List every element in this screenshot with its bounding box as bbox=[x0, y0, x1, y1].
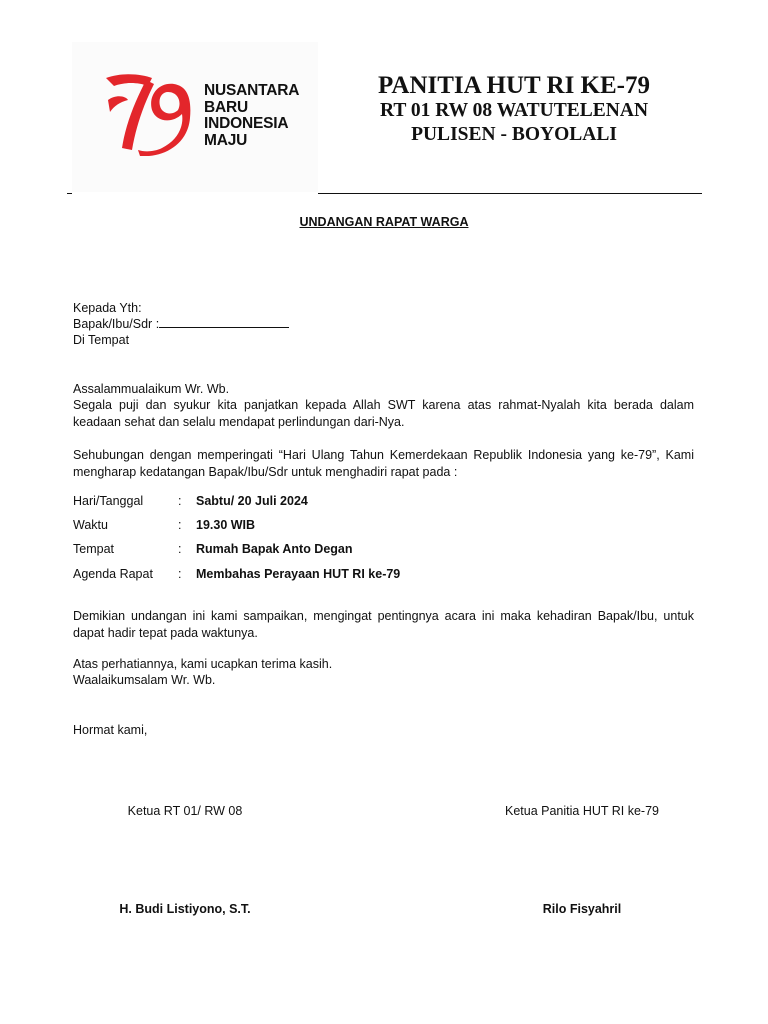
closing-salam: Waalaikumsalam Wr. Wb. bbox=[73, 673, 216, 687]
detail-value: 19.30 WIB bbox=[196, 518, 256, 532]
letterhead-title: PANITIA HUT RI KE-79 bbox=[377, 72, 651, 99]
logo-line: MAJU bbox=[204, 131, 248, 149]
letterhead-line-3: PULISEN - BOYOLALI bbox=[411, 124, 617, 145]
detail-colon: : bbox=[178, 567, 182, 581]
detail-colon: : bbox=[178, 494, 182, 508]
recipient-line-1: Kepada Yth: bbox=[73, 301, 142, 315]
detail-colon: : bbox=[178, 542, 182, 556]
logo-line: BARU bbox=[204, 98, 248, 116]
detail-label: Waktu bbox=[73, 518, 108, 532]
detail-label: Hari/Tanggal bbox=[73, 494, 144, 508]
event-logo bbox=[72, 42, 318, 192]
recipient-name-blank bbox=[159, 317, 289, 328]
letterhead-line-2: RT 01 RW 08 WATUTELENAN bbox=[379, 100, 649, 121]
detail-value: Rumah Bapak Anto Degan bbox=[196, 542, 353, 556]
body-paragraph-3: Demikian undangan ini kami sampaikan, mengingat pentingnya acara ini maka kehadiran Bapak/Ibu, untuk dapat hadir tepat pada waktunya. bbox=[73, 609, 694, 640]
regards-line: Hormat kami, bbox=[73, 723, 148, 737]
body-paragraph-2: Sehubungan dengan memperingati “Hari Ulang Tahun Kemerdekaan Republik Indonesia yang ke-79”, Kami mengharap kedatangan Bapak/Ibu/Sdr untuk menghadiri rapat pada : bbox=[73, 448, 694, 479]
recipient-prefix: Bapak/Ibu/Sdr : bbox=[73, 317, 160, 331]
body-paragraph-1: Segala puji dan syukur kita panjatkan kepada Allah SWT karena atas rahmat-Nyalah kita berada dalam keadaan sehat dan selalu mendapat perlindungan dari-Nya. bbox=[73, 398, 694, 429]
document-title: UNDANGAN RAPAT WARGA bbox=[299, 215, 469, 229]
detail-value: Membahas Perayaan HUT RI ke-79 bbox=[196, 567, 401, 581]
greeting: Assalammualaikum Wr. Wb. bbox=[73, 382, 230, 396]
logo-line: INDONESIA bbox=[204, 115, 289, 132]
header-rule-left bbox=[67, 193, 72, 194]
recipient-line-2 bbox=[73, 316, 289, 333]
signature-left-name: H. Budi Listiyono, S.T. bbox=[119, 902, 251, 916]
signature-right-role: Ketua Panitia HUT RI ke-79 bbox=[504, 804, 659, 818]
recipient-line-3: Di Tempat bbox=[73, 333, 130, 347]
signature-left-role: Ketua RT 01/ RW 08 bbox=[127, 804, 243, 818]
signature-right-name: Rilo Fisyahril bbox=[542, 902, 622, 916]
hut-79-logo-mark bbox=[102, 70, 194, 156]
thanks-line: Atas perhatiannya, kami ucapkan terima kasih. bbox=[73, 657, 333, 671]
header-rule bbox=[318, 193, 702, 194]
detail-value: Sabtu/ 20 Juli 2024 bbox=[196, 494, 308, 508]
detail-colon: : bbox=[178, 518, 182, 532]
detail-label: Agenda Rapat bbox=[73, 567, 153, 581]
detail-label: Tempat bbox=[73, 542, 114, 556]
logo-wordmark bbox=[204, 83, 299, 149]
logo-line: NUSANTARA bbox=[204, 82, 300, 99]
